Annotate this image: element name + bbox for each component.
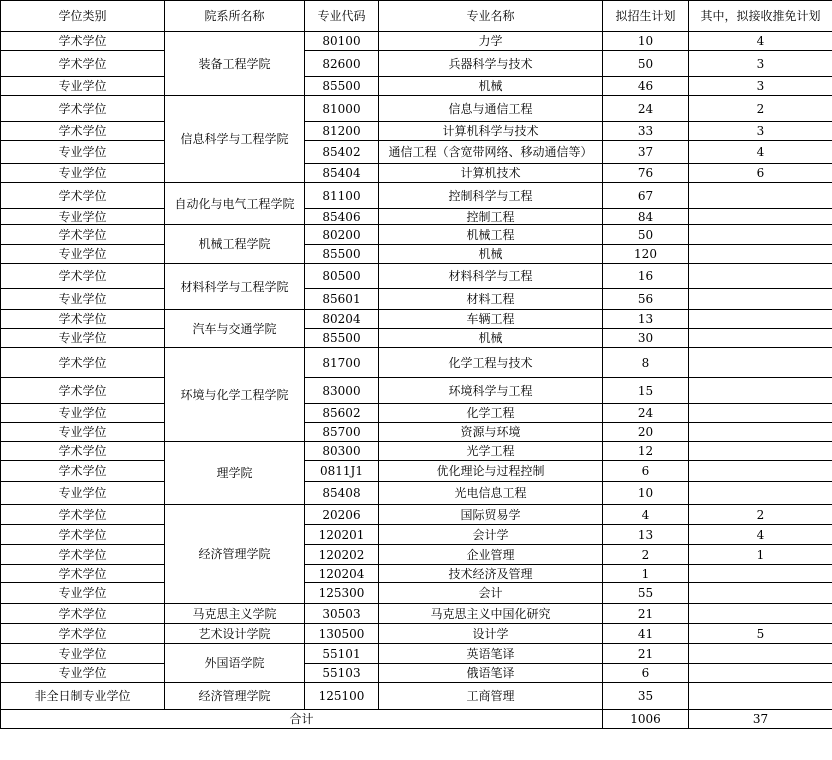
header-department: 院系所名称 <box>165 1 305 32</box>
major-name-cell: 设计学 <box>379 624 603 644</box>
tuimian-cell <box>689 604 832 624</box>
department-cell: 马克思主义学院 <box>165 604 305 624</box>
plan-cell: 12 <box>603 442 689 461</box>
tuimian-cell <box>689 482 832 505</box>
tuimian-cell <box>689 310 832 329</box>
major-code-cell: 0811J1 <box>305 461 379 482</box>
major-code-cell: 81700 <box>305 348 379 378</box>
tuimian-cell <box>689 245 832 264</box>
major-name-cell: 光电信息工程 <box>379 482 603 505</box>
major-name-cell: 环境科学与工程 <box>379 378 603 404</box>
department-cell: 环境与化学工程学院 <box>165 348 305 442</box>
table-row <box>1 461 832 482</box>
tuimian-cell: 4 <box>689 141 832 164</box>
degree-type-cell: 专业学位 <box>1 289 165 310</box>
header-plan: 拟招生计划 <box>603 1 689 32</box>
degree-type-cell: 专业学位 <box>1 404 165 423</box>
table-row <box>1 565 832 583</box>
degree-type-cell: 专业学位 <box>1 644 165 664</box>
total-plan: 1006 <box>603 710 689 729</box>
table-row <box>1 96 832 122</box>
degree-type-cell: 专业学位 <box>1 245 165 264</box>
major-name-cell: 通信工程（含宽带网络、移动通信等） <box>379 141 603 164</box>
plan-cell: 24 <box>603 404 689 423</box>
degree-type-cell: 学术学位 <box>1 442 165 461</box>
tuimian-cell: 3 <box>689 51 832 77</box>
table-row <box>1 209 832 225</box>
table-row <box>1 183 832 209</box>
plan-cell: 50 <box>603 225 689 245</box>
plan-cell: 24 <box>603 96 689 122</box>
tuimian-cell <box>689 423 832 442</box>
major-code-cell: 85700 <box>305 423 379 442</box>
degree-type-cell: 学术学位 <box>1 604 165 624</box>
department-cell: 经济管理学院 <box>165 683 305 710</box>
table-row <box>1 77 832 96</box>
header-major-name: 专业名称 <box>379 1 603 32</box>
plan-cell: 41 <box>603 624 689 644</box>
table-row <box>1 583 832 604</box>
major-name-cell: 机械工程 <box>379 225 603 245</box>
plan-cell: 1 <box>603 565 689 583</box>
major-code-cell: 85406 <box>305 209 379 225</box>
major-code-cell: 80500 <box>305 264 379 289</box>
tuimian-cell <box>689 664 832 683</box>
total-row <box>1 710 832 729</box>
degree-type-cell: 专业学位 <box>1 482 165 505</box>
total-tuimian: 37 <box>689 710 832 729</box>
plan-cell: 21 <box>603 604 689 624</box>
table-row <box>1 482 832 505</box>
table-row <box>1 164 832 183</box>
plan-cell: 6 <box>603 664 689 683</box>
plan-cell: 6 <box>603 461 689 482</box>
major-code-cell: 125100 <box>305 683 379 710</box>
table-row <box>1 404 832 423</box>
major-code-cell: 85500 <box>305 329 379 348</box>
major-code-cell: 120202 <box>305 545 379 565</box>
plan-cell: 30 <box>603 329 689 348</box>
major-code-cell: 82600 <box>305 51 379 77</box>
degree-type-cell: 学术学位 <box>1 461 165 482</box>
table-row <box>1 264 832 289</box>
major-name-cell: 材料科学与工程 <box>379 264 603 289</box>
degree-type-cell: 学术学位 <box>1 525 165 545</box>
plan-cell: 2 <box>603 545 689 565</box>
plan-cell: 13 <box>603 310 689 329</box>
tuimian-cell: 3 <box>689 77 832 96</box>
department-cell: 材料科学与工程学院 <box>165 264 305 310</box>
tuimian-cell <box>689 209 832 225</box>
total-label: 合计 <box>1 710 603 729</box>
tuimian-cell <box>689 378 832 404</box>
major-name-cell: 控制工程 <box>379 209 603 225</box>
plan-cell: 46 <box>603 77 689 96</box>
tuimian-cell <box>689 264 832 289</box>
major-code-cell: 85500 <box>305 245 379 264</box>
major-name-cell: 资源与环境 <box>379 423 603 442</box>
tuimian-cell <box>689 461 832 482</box>
plan-cell: 8 <box>603 348 689 378</box>
major-name-cell: 会计学 <box>379 525 603 545</box>
plan-cell: 67 <box>603 183 689 209</box>
major-code-cell: 80100 <box>305 32 379 51</box>
department-cell: 艺术设计学院 <box>165 624 305 644</box>
table-row <box>1 245 832 264</box>
degree-type-cell: 专业学位 <box>1 329 165 348</box>
table-row <box>1 505 832 525</box>
major-code-cell: 80204 <box>305 310 379 329</box>
plan-cell: 15 <box>603 378 689 404</box>
degree-type-cell: 专业学位 <box>1 423 165 442</box>
table-row <box>1 51 832 77</box>
tuimian-cell: 6 <box>689 164 832 183</box>
header-major-code: 专业代码 <box>305 1 379 32</box>
major-code-cell: 81200 <box>305 122 379 141</box>
degree-type-cell: 学术学位 <box>1 32 165 51</box>
plan-cell: 10 <box>603 482 689 505</box>
department-cell: 外国语学院 <box>165 644 305 683</box>
department-cell: 理学院 <box>165 442 305 505</box>
header-tuimian: 其中，拟接收推免计划 <box>689 1 832 32</box>
tuimian-cell <box>689 329 832 348</box>
table-row <box>1 378 832 404</box>
plan-cell: 13 <box>603 525 689 545</box>
major-code-cell: 55101 <box>305 644 379 664</box>
degree-type-cell: 专业学位 <box>1 583 165 604</box>
major-code-cell: 83000 <box>305 378 379 404</box>
major-name-cell: 化学工程与技术 <box>379 348 603 378</box>
department-cell: 经济管理学院 <box>165 505 305 604</box>
tuimian-cell: 4 <box>689 32 832 51</box>
tuimian-cell: 1 <box>689 545 832 565</box>
major-name-cell: 光学工程 <box>379 442 603 461</box>
major-name-cell: 马克思主义中国化研究 <box>379 604 603 624</box>
table-row <box>1 329 832 348</box>
degree-type-cell: 专业学位 <box>1 164 165 183</box>
table-row <box>1 423 832 442</box>
plan-cell: 56 <box>603 289 689 310</box>
major-code-cell: 80300 <box>305 442 379 461</box>
major-name-cell: 国际贸易学 <box>379 505 603 525</box>
major-name-cell: 机械 <box>379 245 603 264</box>
major-name-cell: 俄语笔译 <box>379 664 603 683</box>
tuimian-cell <box>689 183 832 209</box>
major-name-cell: 优化理论与过程控制 <box>379 461 603 482</box>
degree-type-cell: 专业学位 <box>1 209 165 225</box>
degree-type-cell: 学术学位 <box>1 96 165 122</box>
major-code-cell: 30503 <box>305 604 379 624</box>
tuimian-cell: 2 <box>689 96 832 122</box>
major-code-cell: 85408 <box>305 482 379 505</box>
major-code-cell: 85402 <box>305 141 379 164</box>
major-name-cell: 机械 <box>379 77 603 96</box>
table-row <box>1 545 832 565</box>
major-code-cell: 120201 <box>305 525 379 545</box>
major-code-cell: 81000 <box>305 96 379 122</box>
major-name-cell: 力学 <box>379 32 603 51</box>
department-cell: 机械工程学院 <box>165 225 305 264</box>
department-cell: 信息科学与工程学院 <box>165 96 305 183</box>
tuimian-cell: 4 <box>689 525 832 545</box>
major-code-cell: 130500 <box>305 624 379 644</box>
plan-cell: 37 <box>603 141 689 164</box>
table-row <box>1 644 832 664</box>
tuimian-cell <box>689 583 832 604</box>
degree-type-cell: 学术学位 <box>1 505 165 525</box>
department-cell: 汽车与交通学院 <box>165 310 305 348</box>
degree-type-cell: 非全日制专业学位 <box>1 683 165 710</box>
plan-cell: 4 <box>603 505 689 525</box>
major-code-cell: 85404 <box>305 164 379 183</box>
degree-type-cell: 学术学位 <box>1 310 165 329</box>
major-name-cell: 兵器科学与技术 <box>379 51 603 77</box>
plan-cell: 16 <box>603 264 689 289</box>
table-row <box>1 122 832 141</box>
tuimian-cell <box>689 404 832 423</box>
tuimian-cell: 3 <box>689 122 832 141</box>
plan-cell: 50 <box>603 51 689 77</box>
major-name-cell: 工商管理 <box>379 683 603 710</box>
degree-type-cell: 学术学位 <box>1 378 165 404</box>
major-code-cell: 85602 <box>305 404 379 423</box>
degree-type-cell: 学术学位 <box>1 545 165 565</box>
major-code-cell: 81100 <box>305 183 379 209</box>
tuimian-cell: 5 <box>689 624 832 644</box>
tuimian-cell <box>689 565 832 583</box>
major-name-cell: 化学工程 <box>379 404 603 423</box>
department-cell: 装备工程学院 <box>165 32 305 96</box>
plan-cell: 10 <box>603 32 689 51</box>
major-name-cell: 车辆工程 <box>379 310 603 329</box>
degree-type-cell: 学术学位 <box>1 225 165 245</box>
plan-cell: 120 <box>603 245 689 264</box>
plan-cell: 33 <box>603 122 689 141</box>
table-row <box>1 604 832 624</box>
plan-cell: 20 <box>603 423 689 442</box>
major-code-cell: 85500 <box>305 77 379 96</box>
tuimian-cell <box>689 644 832 664</box>
major-code-cell: 125300 <box>305 583 379 604</box>
degree-type-cell: 专业学位 <box>1 141 165 164</box>
table-row <box>1 624 832 644</box>
table-row <box>1 32 832 51</box>
major-name-cell: 机械 <box>379 329 603 348</box>
table-row <box>1 442 832 461</box>
tuimian-cell <box>689 683 832 710</box>
degree-type-cell: 学术学位 <box>1 122 165 141</box>
table-row <box>1 225 832 245</box>
degree-type-cell: 专业学位 <box>1 664 165 683</box>
degree-type-cell: 学术学位 <box>1 348 165 378</box>
major-name-cell: 计算机科学与技术 <box>379 122 603 141</box>
tuimian-cell <box>689 289 832 310</box>
major-code-cell: 20206 <box>305 505 379 525</box>
major-code-cell: 85601 <box>305 289 379 310</box>
major-name-cell: 材料工程 <box>379 289 603 310</box>
header-degree-type: 学位类别 <box>1 1 165 32</box>
table-row <box>1 141 832 164</box>
major-code-cell: 55103 <box>305 664 379 683</box>
plan-cell: 55 <box>603 583 689 604</box>
major-name-cell: 计算机技术 <box>379 164 603 183</box>
tuimian-cell <box>689 225 832 245</box>
major-name-cell: 控制科学与工程 <box>379 183 603 209</box>
plan-cell: 76 <box>603 164 689 183</box>
table-row <box>1 664 832 683</box>
degree-type-cell: 学术学位 <box>1 264 165 289</box>
tuimian-cell <box>689 348 832 378</box>
major-name-cell: 会计 <box>379 583 603 604</box>
header-row <box>1 1 832 32</box>
major-name-cell: 技术经济及管理 <box>379 565 603 583</box>
table-row <box>1 525 832 545</box>
degree-type-cell: 学术学位 <box>1 183 165 209</box>
major-code-cell: 120204 <box>305 565 379 583</box>
degree-type-cell: 学术学位 <box>1 624 165 644</box>
degree-type-cell: 学术学位 <box>1 51 165 77</box>
major-name-cell: 企业管理 <box>379 545 603 565</box>
tuimian-cell <box>689 442 832 461</box>
department-cell: 自动化与电气工程学院 <box>165 183 305 225</box>
table-row <box>1 310 832 329</box>
plan-cell: 84 <box>603 209 689 225</box>
major-name-cell: 信息与通信工程 <box>379 96 603 122</box>
major-code-cell: 80200 <box>305 225 379 245</box>
plan-cell: 21 <box>603 644 689 664</box>
degree-type-cell: 专业学位 <box>1 77 165 96</box>
major-name-cell: 英语笔译 <box>379 644 603 664</box>
plan-cell: 35 <box>603 683 689 710</box>
table-row <box>1 289 832 310</box>
table-row <box>1 348 832 378</box>
table-row <box>1 683 832 710</box>
degree-type-cell: 学术学位 <box>1 565 165 583</box>
tuimian-cell: 2 <box>689 505 832 525</box>
